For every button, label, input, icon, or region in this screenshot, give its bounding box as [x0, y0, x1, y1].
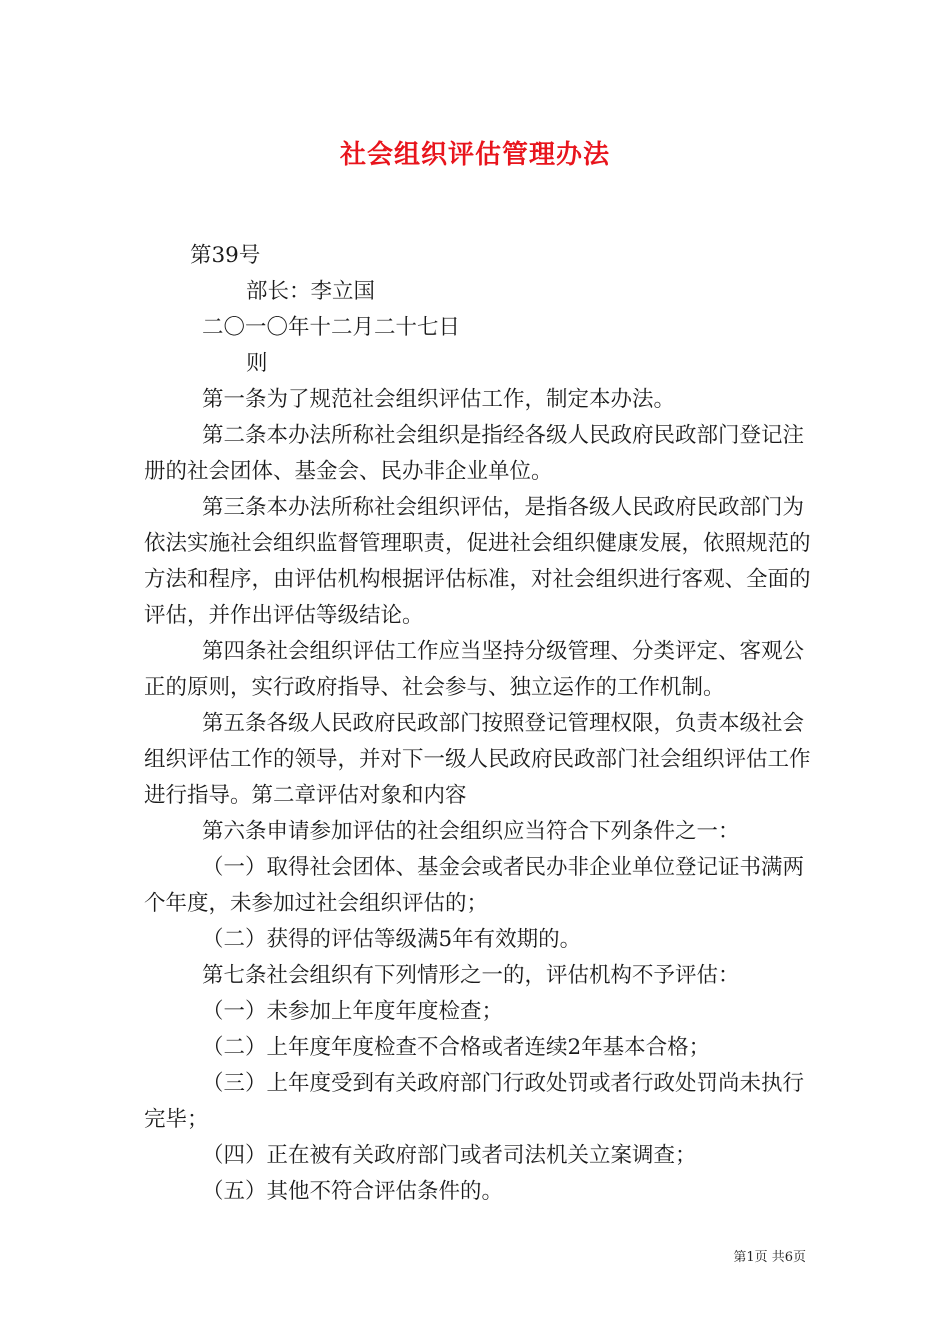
- article-6-item-2: （二）获得的评估等级满5年有效期的。: [202, 927, 582, 952]
- chapter-heading: 则: [246, 351, 268, 376]
- page-number: 第1页 共6页: [733, 1250, 806, 1265]
- article-4: 第四条社会组织评估工作应当坚持分级管理、分类评定、客观公正的原则，实行政府指导、社会参与、独立运作的工作机制。: [144, 639, 805, 700]
- article-6: 第六条申请参加评估的社会组织应当符合下列条件之一：: [202, 819, 740, 844]
- order-number: 第39号: [190, 243, 261, 268]
- article-7-item-1: （一）未参加上年度年度检查；: [202, 999, 504, 1024]
- article-7: 第七条社会组织有下列情形之一的，评估机构不予评估：: [202, 963, 740, 988]
- document-body: [144, 238, 812, 1210]
- article-6-item-1: （一）取得社会团体、基金会或者民办非企业单位登记证书满两个年度，未参加过社会组织评估的；: [144, 855, 805, 916]
- article-7-item-3: （三）上年度受到有关政府部门行政处罚或者行政处罚尚未执行完毕；: [144, 1071, 805, 1132]
- article-2: 第二条本办法所称社会组织是指经各级人民政府民政部门登记注册的社会团体、基金会、民办非企业单位。: [144, 423, 805, 484]
- article-7-item-5: （五）其他不符合评估条件的。: [202, 1179, 504, 1204]
- document-title: 社会组织评估管理办法: [339, 140, 610, 170]
- article-7-item-2: （二）上年度年度检查不合格或者连续2年基本合格；: [202, 1035, 711, 1060]
- article-7-item-4: （四）正在被有关政府部门或者司法机关立案调查；: [202, 1143, 697, 1168]
- article-5: 第五条各级人民政府民政部门按照登记管理权限，负责本级社会组织评估工作的领导，并对下一级人民政府民政部门社会组织评估工作进行指导。第二章评估对象和内容: [144, 711, 811, 808]
- article-3: 第三条本办法所称社会组织评估，是指各级人民政府民政部门为依法实施社会组织监督管理职责，促进社会组织健康发展，依照规范的方法和程序，由评估机构根据评估标准，对社会组织进行客观、全面的评估，并作出评估等级结论。: [144, 495, 811, 628]
- date-line: 二〇一〇年十二月二十七日: [202, 315, 461, 340]
- article-1: 第一条为了规范社会组织评估工作，制定本办法。: [202, 387, 676, 412]
- minister-line: 部长：李立国: [246, 279, 376, 304]
